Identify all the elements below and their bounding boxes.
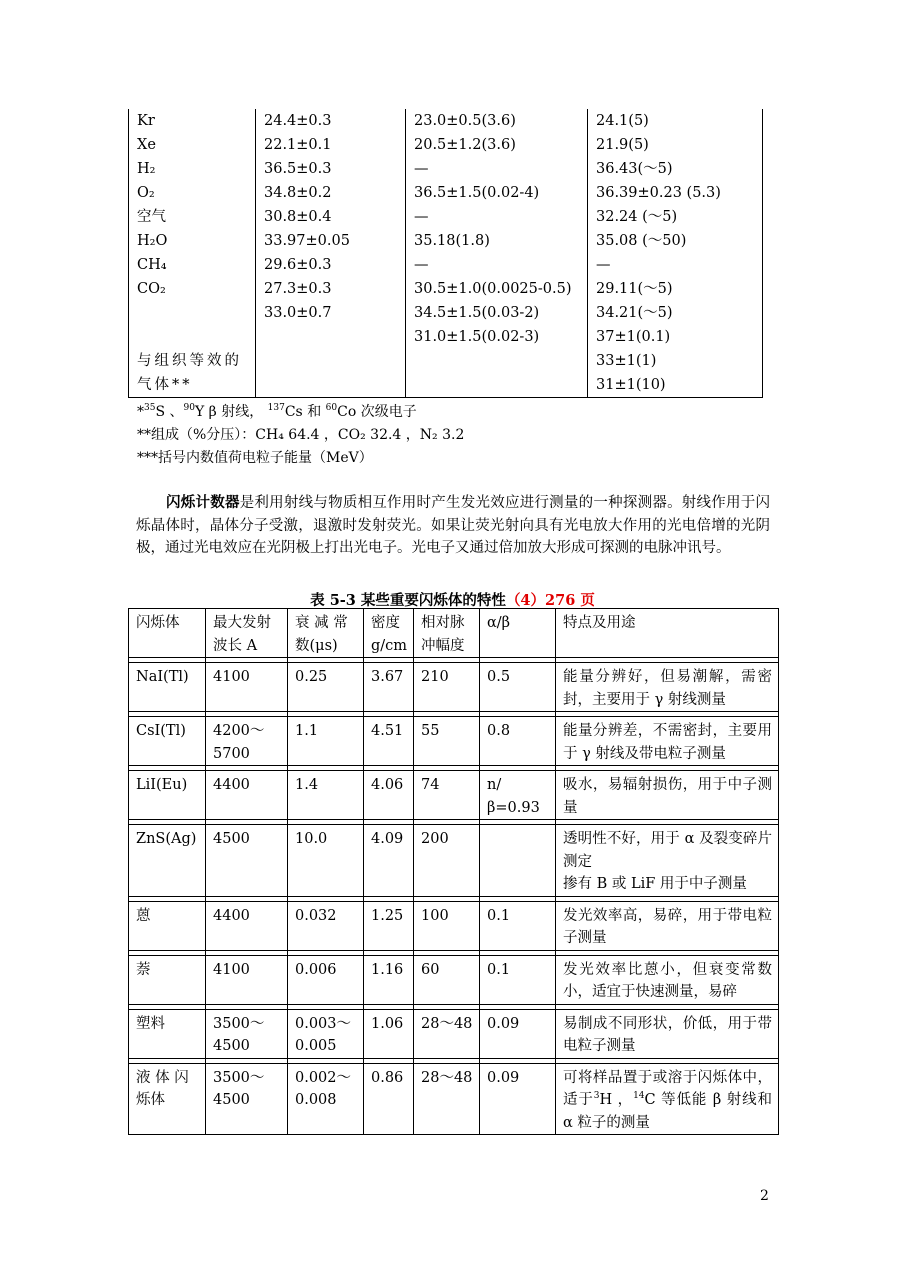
w-value-cell: 31±1(10) [588, 373, 763, 398]
gas-table-row [129, 349, 763, 373]
usage-cell: 发光效率高，易碎，用于带电粒子测量 [556, 901, 779, 950]
gas-table-row [129, 325, 763, 349]
scintillator-name-cell: NaI(Tl) [129, 663, 206, 712]
column-header: 密度 g/cm [364, 609, 414, 658]
w-value-cell: 30.8±0.4 [256, 205, 406, 229]
table-row [129, 771, 779, 820]
w-value-cell: 23.0±0.5(3.6) [406, 109, 588, 133]
gas-table-row [129, 133, 763, 157]
gas-name-cell: CO₂ [129, 277, 256, 301]
gas-name-cell: 与组织等效的 [129, 349, 256, 373]
w-value-cell [256, 325, 406, 349]
column-header: α/β [480, 609, 556, 658]
page-number: 2 [760, 1188, 769, 1204]
property-cell: 3500～ 4500 [206, 1009, 288, 1058]
w-value-cell: 32.24 (～5) [588, 205, 763, 229]
gas-table-row [129, 373, 763, 398]
property-cell: 4200～ 5700 [206, 717, 288, 766]
gas-name-cell: 气体** [129, 373, 256, 398]
table-row [129, 717, 779, 766]
usage-cell: 发光效率比蒽小，但衰变常数小，适宜于快速测量，易碎 [556, 955, 779, 1004]
w-value-cell: 36.39±0.23 (5.3) [588, 181, 763, 205]
scintillator-table [128, 608, 779, 1135]
property-cell: 1.4 [288, 771, 364, 820]
property-cell: 200 [414, 825, 480, 897]
property-cell: 3.67 [364, 663, 414, 712]
property-cell: 74 [414, 771, 480, 820]
property-cell: 3500～ 4500 [206, 1063, 288, 1135]
property-cell: 28～48 [414, 1063, 480, 1135]
gas-name-cell [129, 301, 256, 325]
scintillator-name-cell: 蒽 [129, 901, 206, 950]
w-value-cell: 33±1(1) [588, 349, 763, 373]
table-row [129, 955, 779, 1004]
table-header-row [129, 609, 779, 658]
w-value-cell: 29.11(～5) [588, 277, 763, 301]
gas-table-body [129, 109, 763, 398]
w-value-cell [406, 373, 588, 398]
property-cell: 0.1 [480, 901, 556, 950]
property-cell: 4.09 [364, 825, 414, 897]
w-value-cell: 24.4±0.3 [256, 109, 406, 133]
gas-table-row [129, 181, 763, 205]
w-value-cell: — [406, 205, 588, 229]
property-cell: 4.51 [364, 717, 414, 766]
property-cell: 210 [414, 663, 480, 712]
scintillator-name-cell: 液 体 闪 烁体 [129, 1063, 206, 1135]
property-cell: 0.09 [480, 1009, 556, 1058]
w-value-cell: 21.9(5) [588, 133, 763, 157]
property-cell: 4.06 [364, 771, 414, 820]
property-cell [480, 825, 556, 897]
w-value-cell: — [406, 253, 588, 277]
scintillator-name-cell: LiI(Eu) [129, 771, 206, 820]
w-value-cell: 33.0±0.7 [256, 301, 406, 325]
property-cell: 0.003～ 0.005 [288, 1009, 364, 1058]
paragraph-text: 是利用射线与物质相互作用时产生发光效应进行测量的一种探测器。射线作用于闪烁晶体时，晶体分子受激，退激时发射荧光。如果让荧光射向具有光电放大作用的光电倍增的光阴极，通过光电效应在光阴极上打出光电子。光电子又通过倍加放大形成可探测的电脉冲讯号。 [136, 495, 770, 556]
property-cell: 4100 [206, 955, 288, 1004]
w-value-cell: 22.1±0.1 [256, 133, 406, 157]
usage-cell: 能量分辨好，但易潮解，需密封，主要用于 γ 射线测量 [556, 663, 779, 712]
w-value-cell: — [406, 157, 588, 181]
usage-cell: 能量分辨差，不需密封，主要用于 γ 射线及带电粒子测量 [556, 717, 779, 766]
w-value-cell: 35.08 (～50) [588, 229, 763, 253]
column-header: 特点及用途 [556, 609, 779, 658]
gas-name-cell: 空气 [129, 205, 256, 229]
w-value-cell: 33.97±0.05 [256, 229, 406, 253]
footnote-2: **组成（%分压）：CH₄ 64.4 ，CO₂ 32.4 ，N₂ 3.2 [137, 427, 465, 443]
w-value-cell: 29.6±0.3 [256, 253, 406, 277]
property-cell: 1.25 [364, 901, 414, 950]
gas-w-value-table [128, 109, 763, 398]
column-header: 相对脉冲幅度 [414, 609, 480, 658]
scintillator-name-cell: ZnS(Ag) [129, 825, 206, 897]
w-value-cell: 37±1(0.1) [588, 325, 763, 349]
property-cell: 1.1 [288, 717, 364, 766]
paragraph-term: 闪烁计数器 [166, 494, 240, 511]
table-row [129, 1009, 779, 1058]
caption-page-ref: （4）276 页 [505, 592, 595, 609]
table-caption: 表 5-3 某些重要闪烁体的特性（4）276 页 [310, 592, 595, 609]
gas-name-cell: H₂O [129, 229, 256, 253]
column-header: 衰 减 常数(μs) [288, 609, 364, 658]
w-value-cell: 24.1(5) [588, 109, 763, 133]
gas-table-row [129, 301, 763, 325]
gas-name-cell: H₂ [129, 157, 256, 181]
property-cell: 0.002～ 0.008 [288, 1063, 364, 1135]
property-cell: 0.09 [480, 1063, 556, 1135]
footnote-1: *$^{35}$S 、$^{90}$Y β 射线， $^{137}$Cs 和 $^{60}$Co 次级电子 [137, 403, 417, 420]
w-value-cell: 31.0±1.5(0.02-3) [406, 325, 588, 349]
gas-table-row [129, 229, 763, 253]
w-value-cell [256, 349, 406, 373]
column-header: 闪烁体 [129, 609, 206, 658]
w-value-cell: 20.5±1.2(3.6) [406, 133, 588, 157]
w-value-cell: 36.5±0.3 [256, 157, 406, 181]
property-cell: 0.25 [288, 663, 364, 712]
property-cell: 0.8 [480, 717, 556, 766]
property-cell: 55 [414, 717, 480, 766]
w-value-cell: 36.43(～5) [588, 157, 763, 181]
table-row [129, 825, 779, 897]
property-cell: 4400 [206, 771, 288, 820]
gas-table-row [129, 157, 763, 181]
gas-name-cell [129, 325, 256, 349]
gas-name-cell: Kr [129, 109, 256, 133]
property-cell: 1.06 [364, 1009, 414, 1058]
property-cell: 0.5 [480, 663, 556, 712]
usage-cell: 易制成不同形状，价低，用于带电粒子测量 [556, 1009, 779, 1058]
scintillator-name-cell: CsI(Tl) [129, 717, 206, 766]
w-value-cell: 27.3±0.3 [256, 277, 406, 301]
gas-table-row [129, 205, 763, 229]
property-cell: 4400 [206, 901, 288, 950]
property-cell: 0.86 [364, 1063, 414, 1135]
scintillator-name-cell: 塑料 [129, 1009, 206, 1058]
property-cell: 1.16 [364, 955, 414, 1004]
gas-name-cell: CH₄ [129, 253, 256, 277]
gas-table-row [129, 253, 763, 277]
w-value-cell [406, 349, 588, 373]
table-row [129, 1063, 779, 1135]
gas-name-cell: O₂ [129, 181, 256, 205]
property-cell: n/β=0.93 [480, 771, 556, 820]
w-value-cell: 34.5±1.5(0.03-2) [406, 301, 588, 325]
property-cell: 0.032 [288, 901, 364, 950]
gas-name-cell: Xe [129, 133, 256, 157]
w-value-cell [256, 373, 406, 398]
w-value-cell: 36.5±1.5(0.02-4) [406, 181, 588, 205]
property-cell: 0.1 [480, 955, 556, 1004]
table-row [129, 663, 779, 712]
w-value-cell: 34.21(～5) [588, 301, 763, 325]
property-cell: 4100 [206, 663, 288, 712]
property-cell: 10.0 [288, 825, 364, 897]
property-cell: 4500 [206, 825, 288, 897]
scintillation-counter-paragraph [136, 492, 770, 560]
usage-cell: 透明性不好，用于 α 及裂变碎片测定 掺有 B 或 LiF 用于中子测量 [556, 825, 779, 897]
footnote-3: ***括号内数值荷电粒子能量（MeV） [137, 450, 373, 466]
scintillator-name-cell: 萘 [129, 955, 206, 1004]
usage-note: 掺有 B 或 LiF 用于中子测量 [563, 876, 747, 892]
w-value-cell: — [588, 253, 763, 277]
property-cell: 28～48 [414, 1009, 480, 1058]
usage-cell: 吸水，易辐射损伤，用于中子测量 [556, 771, 779, 820]
w-value-cell: 35.18(1.8) [406, 229, 588, 253]
gas-table-row [129, 109, 763, 133]
usage-cell: 可将样品置于或溶于闪烁体中，适于$^3$H ，$^{14}$C 等低能 β 射线和 α 粒子的测量 [556, 1063, 779, 1135]
table-row [129, 901, 779, 950]
w-value-cell: 34.8±0.2 [256, 181, 406, 205]
column-header: 最大发射波长 A [206, 609, 288, 658]
gas-table-row [129, 277, 763, 301]
scintillator-table-body [129, 609, 779, 1135]
property-cell: 0.006 [288, 955, 364, 1004]
w-value-cell: 30.5±1.0(0.0025-0.5) [406, 277, 588, 301]
property-cell: 100 [414, 901, 480, 950]
property-cell: 60 [414, 955, 480, 1004]
